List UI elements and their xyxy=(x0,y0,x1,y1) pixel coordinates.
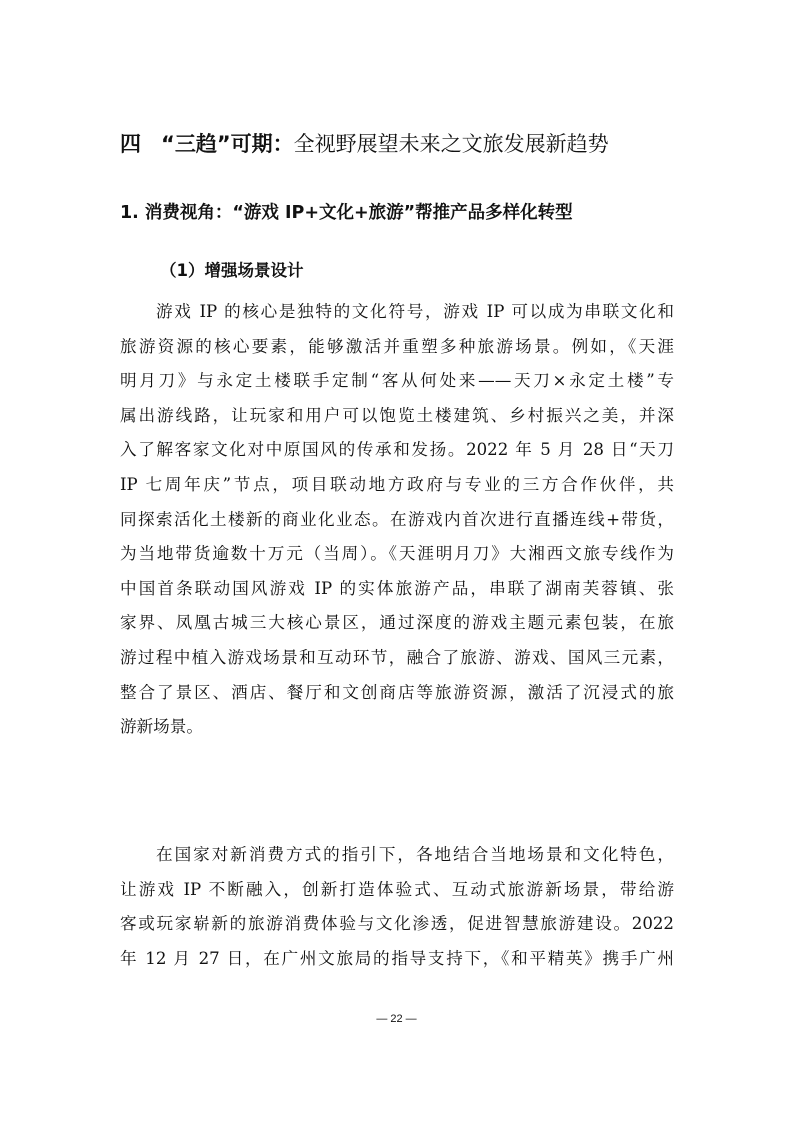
section-number: 四 xyxy=(120,132,141,156)
paragraph-line: 年 12 月 27 日，在广州文旅局的指导支持下，《和平精英》携手广州 xyxy=(120,948,674,968)
paragraph-line: 在国家对新消费方式的指引下，各地结合当地场景和文化特色， xyxy=(156,845,674,864)
paragraph-line: 旅游资源的核心要素，能够激活并重塑多种旅游场景。例如，《天涯 xyxy=(120,336,674,356)
paragraph-line: 中国首条联动国风游戏 IP 的实体旅游产品，串联了湖南芙蓉镇、张 xyxy=(120,578,674,598)
section-heading xyxy=(120,128,609,160)
paragraph-line: 游戏 IP 的核心是独特的文化符号，游戏 IP 可以成为串联文化和 xyxy=(156,302,674,321)
section-heading-rest: 全视野展望未来之文旅发展新趋势 xyxy=(293,132,609,156)
paragraph-line: 同探索活化土楼新的商业化业态。在游戏内首次进行直播连线+带货， xyxy=(120,509,674,529)
paragraph-line: 客或玩家崭新的旅游消费体验与文化渗透，促进智慧旅游建设。2022 xyxy=(120,914,674,934)
subsubsection-heading: （1）增强场景设计 xyxy=(160,261,304,280)
paragraph-line: 入了解客家文化对中原国风的传承和发扬。2022 年 5 月 28 日“天刀 xyxy=(120,440,674,460)
paragraph-2 xyxy=(120,838,674,976)
paragraph-line: 明月刀》与永定土楼联手定制“客从何处来——天刀×永定土楼”专 xyxy=(120,371,674,391)
paragraph-1 xyxy=(120,295,674,745)
paragraph-line: 游新场景。 xyxy=(120,717,203,737)
paragraph-line: 为当地带货逾数十万元（当周）。《天涯明月刀》大湘西文旅专线作为 xyxy=(120,544,674,564)
paragraph-line: 整合了景区、酒店、餐厅和文创商店等旅游资源，激活了沉浸式的旅 xyxy=(120,682,674,702)
paragraph-line: 游过程中植入游戏场景和互动环节，融合了旅游、游戏、国风三元素， xyxy=(120,647,674,667)
paragraph-line: 家界、凤凰古城三大核心景区，通过深度的游戏主题元素包装，在旅 xyxy=(120,613,674,633)
subsection-heading: 1. 消费视角：“游戏 IP+文化+旅游”帮推产品多样化转型 xyxy=(120,203,573,223)
paragraph-line: 属出游线路，让玩家和用户可以饱览土楼建筑、乡村振兴之美，并深 xyxy=(120,405,674,425)
section-heading-emphasis: “三趋”可期： xyxy=(161,132,294,156)
page-number: — 22 — xyxy=(376,1013,417,1025)
paragraph-line: 让游戏 IP 不断融入，创新打造体验式、互动式旅游新场景，带给游 xyxy=(120,879,674,899)
paragraph-line: IP 七周年庆”节点，项目联动地方政府与专业的三方合作伙伴，共 xyxy=(120,474,674,494)
